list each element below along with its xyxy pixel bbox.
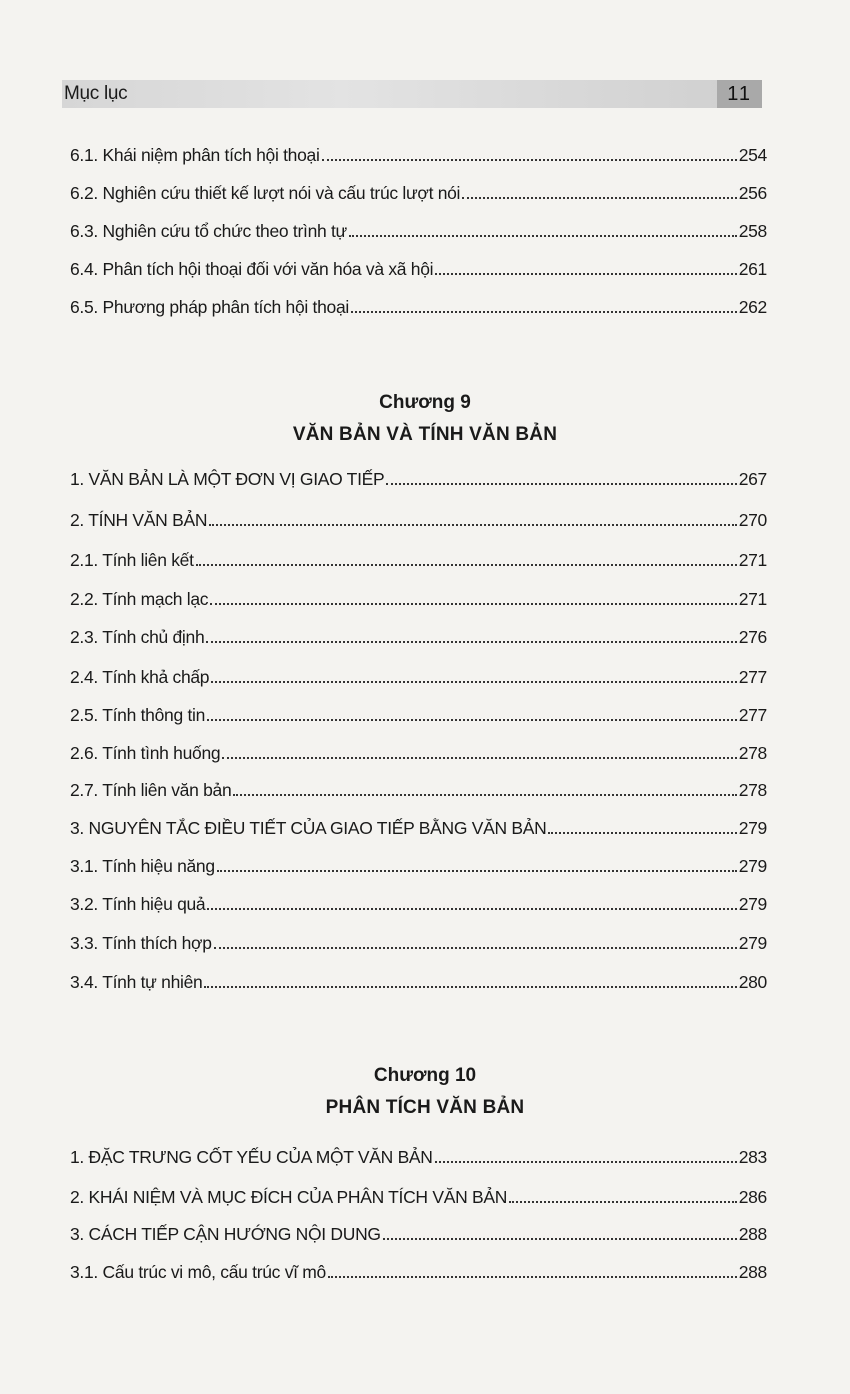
page-header — [62, 80, 762, 108]
chapter-10-title: PHÂN TÍCH VĂN BẢN — [325, 1097, 525, 1118]
toc-entry: 6.4. Phân tích hội thoại đối với văn hóa và xã hội 261 — [70, 259, 767, 279]
toc-entry: 1. ĐẶC TRƯNG CỐT YẾU CỦA MỘT VĂN BẢN 283 — [70, 1147, 767, 1167]
toc-entry: 2. TÍNH VĂN BẢN 270 — [70, 510, 767, 530]
toc-entry: 2. KHÁI NIỆM VÀ MỤC ĐÍCH CỦA PHÂN TÍCH VĂN BẢN 286 — [70, 1187, 767, 1207]
toc-entry: 6.2. Nghiên cứu thiết kế lượt nói và cấu trúc lượt nói 256 — [70, 183, 767, 203]
toc-entry: 6.5. Phương pháp phân tích hội thoại 262 — [70, 297, 767, 317]
toc-entry: 2.6. Tính tình huống 278 — [70, 743, 767, 763]
toc-entry: 2.7. Tính liên văn bản 278 — [70, 780, 767, 800]
toc-entry: 3.4. Tính tự nhiên 280 — [70, 972, 767, 992]
toc-entry: 2.3. Tính chủ định 276 — [70, 627, 767, 647]
toc-entry: 3.1. Tính hiệu năng 279 — [70, 856, 767, 876]
toc-entry: 1. VĂN BẢN LÀ MỘT ĐƠN VỊ GIAO TIẾP 267 — [70, 469, 767, 489]
chapter-9-number: Chương 9 — [379, 392, 471, 413]
toc-entry: 3. NGUYÊN TẮC ĐIỀU TIẾT CỦA GIAO TIẾP BẰNG VĂN BẢN 279 — [70, 818, 767, 838]
toc-entry: 2.2. Tính mạch lạc 271 — [70, 589, 767, 609]
toc-entry: 3.3. Tính thích hợp 279 — [70, 933, 767, 953]
page-number: 11 — [717, 80, 762, 108]
chapter-10-number: Chương 10 — [373, 1065, 477, 1086]
toc-entry: 6.3. Nghiên cứu tổ chức theo trình tự 258 — [70, 221, 767, 241]
toc-entry: 3. CÁCH TIẾP CẬN HƯỚNG NỘI DUNG 288 — [70, 1224, 767, 1244]
toc-entry: 3.1. Cấu trúc vi mô, cấu trúc vĩ mô 288 — [70, 1262, 767, 1282]
toc-entry: 2.1. Tính liên kết 271 — [70, 550, 767, 570]
toc-entry: 6.1. Khái niệm phân tích hội thoại 254 — [70, 145, 767, 165]
toc-entry: 2.4. Tính khả chấp 277 — [70, 667, 767, 687]
toc-entry: 2.5. Tính thông tin 277 — [70, 705, 767, 725]
header-title: Mục lục — [64, 83, 128, 104]
toc-entry: 3.2. Tính hiệu quả 279 — [70, 894, 767, 914]
chapter-9-title: VĂN BẢN VÀ TÍNH VĂN BẢN — [292, 424, 558, 445]
